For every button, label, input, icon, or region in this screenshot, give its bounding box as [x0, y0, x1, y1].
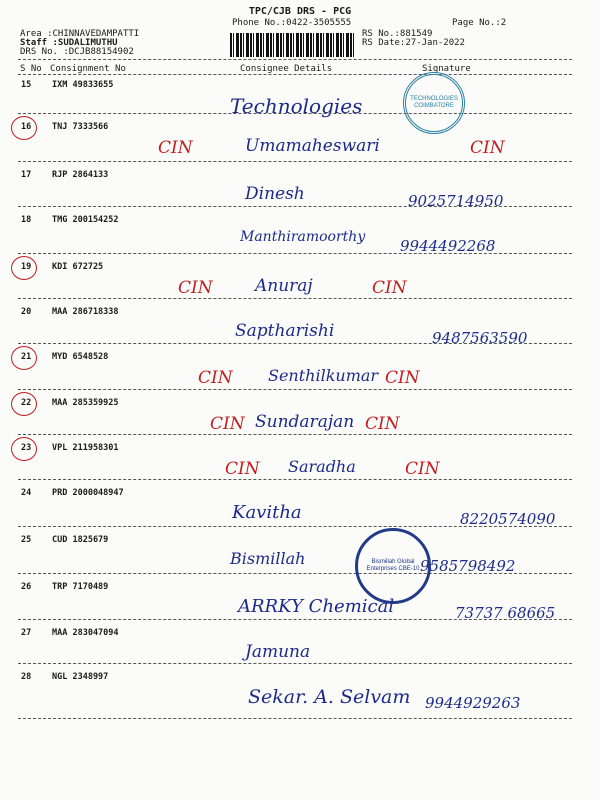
row-consignment: VPL 211958301 [52, 443, 119, 453]
row-sno: 19 [21, 262, 32, 272]
bismillah-stamp-text: Bismillah Global Enterprises CBE-10 [366, 558, 420, 572]
red-circle-mark [11, 437, 37, 461]
row-divider [18, 434, 572, 435]
row-divider [18, 298, 572, 299]
row-divider [18, 526, 572, 527]
rs-date: RS Date:27-Jan-2022 [362, 38, 465, 48]
red-circle-mark [11, 256, 37, 280]
consignee-handwriting: Saradha [288, 457, 356, 476]
row-sno: 22 [21, 398, 32, 408]
consignee-handwriting: Umamaheswari [245, 136, 380, 156]
barcode [230, 33, 355, 57]
row-consignment: RJP 2864133 [52, 170, 109, 180]
row-consignment: IXM 49833655 [52, 80, 114, 90]
company-stamp-text: TECHNOLOGIES COIMBATORE [410, 95, 458, 109]
row-consignment: TRP 7170489 [52, 582, 109, 592]
cin-mark-right: CIN [405, 459, 440, 479]
row-sno: 21 [21, 352, 32, 362]
row-sno: 15 [21, 80, 32, 90]
row-divider [18, 206, 572, 207]
company-stamp [403, 72, 465, 134]
row-sno: 18 [21, 215, 32, 225]
bismillah-stamp [355, 528, 431, 604]
row-divider [18, 161, 572, 162]
cin-mark-right: CIN [372, 278, 407, 298]
column-signature: Signature [422, 64, 471, 74]
row-consignment: MYD 6548528 [52, 352, 109, 362]
row-consignment: NGL 2348997 [52, 672, 109, 682]
consignee-handwriting: Manthiramoorthy [240, 229, 366, 245]
consignee-handwriting: Sundarajan [255, 412, 355, 432]
drs-number: DRS No. :DCJB88154902 [20, 47, 134, 57]
consignee-handwriting: Technologies [230, 94, 363, 118]
row-sno: 23 [21, 443, 32, 453]
row-divider [18, 389, 572, 390]
phone-handwriting: 73737 68665 [455, 604, 556, 622]
row-divider [18, 718, 572, 719]
consignee-handwriting: Kavitha [232, 502, 302, 523]
row-sno: 25 [21, 535, 32, 545]
red-circle-mark [11, 346, 37, 370]
cin-mark-left: CIN [210, 414, 245, 434]
rs-number: RS No.:881549 [362, 29, 433, 39]
cin-mark-right: CIN [365, 414, 400, 434]
consignee-handwriting: Bismillah [230, 549, 306, 568]
row-consignment: MAA 283047094 [52, 628, 119, 638]
consignee-handwriting: Anuraj [255, 276, 313, 296]
page-number: Page No.:2 [452, 18, 507, 28]
column-sno: S No [20, 64, 42, 74]
cin-mark-left: CIN [158, 138, 193, 158]
row-consignment: PRD 2000048947 [52, 488, 124, 498]
row-consignment: MAA 285359925 [52, 398, 119, 408]
row-divider [18, 343, 572, 344]
phone-handwriting: 9944929263 [425, 694, 521, 712]
phone-handwriting: 8220574090 [460, 510, 556, 528]
row-divider [18, 253, 572, 254]
cin-mark-left: CIN [225, 459, 260, 479]
column-divider [18, 74, 572, 75]
cin-mark-right: CIN [385, 368, 420, 388]
column-consignment: Consignment No [50, 64, 126, 74]
phone-number: Phone No.:0422-3505555 [232, 18, 352, 28]
row-sno: 20 [21, 307, 32, 317]
row-consignment: TNJ 7333566 [52, 122, 109, 132]
consignee-handwriting: Senthilkumar [268, 366, 379, 385]
phone-handwriting: 9585798492 [420, 557, 516, 575]
row-divider [18, 573, 572, 574]
consignee-handwriting: Saptharishi [235, 321, 335, 341]
row-divider [18, 619, 572, 620]
column-consignee: Consignee Details [240, 64, 333, 74]
red-circle-mark [11, 392, 37, 416]
phone-handwriting: 9025714950 [408, 192, 504, 210]
red-circle-mark [11, 116, 37, 140]
row-consignment: KDI 672725 [52, 262, 104, 272]
row-divider [18, 479, 572, 480]
row-sno: 17 [21, 170, 32, 180]
row-sno: 26 [21, 582, 32, 592]
header-divider [18, 59, 572, 60]
consignee-handwriting: ARRKY Chemical [238, 596, 395, 617]
row-sno: 28 [21, 672, 32, 682]
row-sno: 16 [21, 122, 32, 132]
row-divider [18, 113, 572, 114]
row-sno: 24 [21, 488, 32, 498]
row-sno: 27 [21, 628, 32, 638]
consignee-handwriting: Jamuna [245, 642, 311, 662]
cin-mark-left: CIN [198, 368, 233, 388]
row-consignment: TMG 200154252 [52, 215, 119, 225]
document-title: TPC/CJB DRS - PCG [248, 6, 352, 17]
area-label: Area :CHINNAVEDAMPATTI [20, 29, 140, 39]
consignee-handwriting: Dinesh [245, 184, 305, 204]
phone-handwriting: 9944492268 [400, 237, 496, 255]
cin-mark-right: CIN [470, 138, 505, 158]
phone-handwriting: 9487563590 [432, 329, 528, 347]
row-consignment: MAA 286718338 [52, 307, 119, 317]
row-consignment: CUD 1825679 [52, 535, 109, 545]
cin-mark-left: CIN [178, 278, 213, 298]
consignee-handwriting: Sekar. A. Selvam [248, 686, 411, 708]
staff-label: Staff :SUDALIMUTHU [20, 38, 118, 48]
row-divider [18, 663, 572, 664]
